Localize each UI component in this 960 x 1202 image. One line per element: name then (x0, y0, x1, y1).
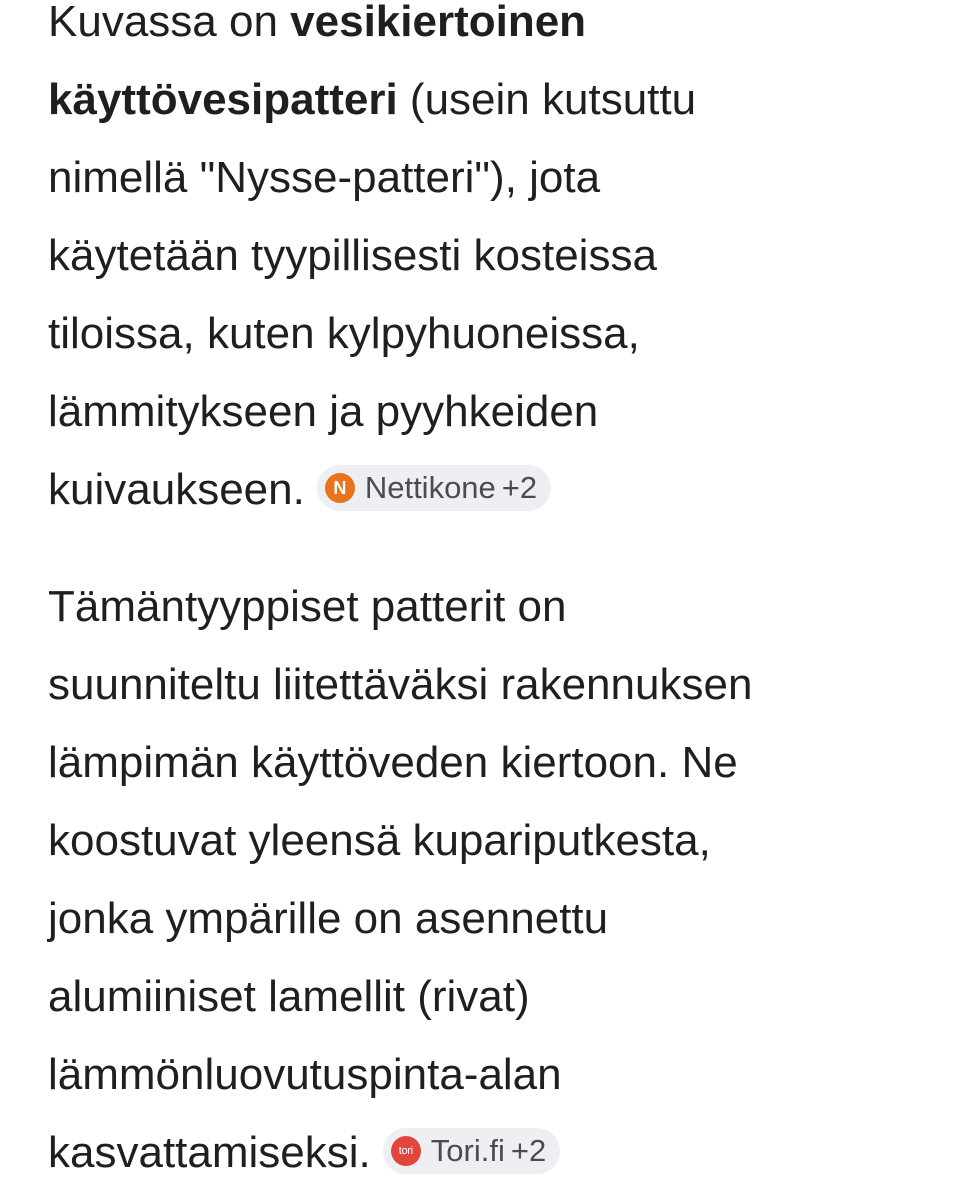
p1-line-2: käyttövesipatteri (usein kutsuttu (48, 75, 697, 124)
p2-line-8: kasvattamiseksi. tori Tori.fi +2 (48, 1114, 928, 1192)
source-chip-nettikone[interactable] (317, 465, 551, 511)
nettikone-favicon-icon: N (325, 473, 355, 503)
p2-line-2: suunniteltu liitettäväksi rakennuksen (48, 660, 753, 709)
paragraph-1 (48, 0, 928, 529)
p2-line-3: lämpimän käyttöveden kiertoon. Ne (48, 738, 738, 787)
p1-line-5: tiloissa, kuten kylpyhuoneissa, (48, 309, 640, 358)
p1-line-3: nimellä "Nysse-patteri"), jota (48, 153, 601, 202)
source-chip-label: Tori.fi (430, 1133, 505, 1169)
source-chip-label: Nettikone (364, 470, 496, 506)
bold-term-2: käyttövesipatteri (48, 75, 398, 124)
p1-line-1: Kuvassa on vesikiertoinen (48, 0, 928, 61)
bold-term-1: vesikiertoinen (290, 0, 587, 46)
p2-line-6: alumiiniset lamellit (rivat) (48, 972, 530, 1021)
p2-line-1: Tämäntyyppiset patterit on (48, 582, 567, 631)
p2-line-5: jonka ympärille on asennettu (48, 894, 609, 943)
source-chip-tori[interactable] (383, 1128, 560, 1174)
p1-line-4: käytetään tyypillisesti kosteissa (48, 231, 657, 280)
source-chip-more-count: +2 (501, 470, 538, 506)
p2-line-4: koostuvat yleensä kupariputkesta, (48, 816, 711, 865)
tori-favicon-icon: tori (391, 1136, 421, 1166)
p1-line-7: kuivaukseen. N Nettikone +2 (48, 451, 928, 529)
p2-line-7: lämmönluovutuspinta-alan (48, 1050, 562, 1099)
p1-line-6: lämmitykseen ja pyyhkeiden (48, 387, 599, 436)
source-chip-more-count: +2 (510, 1133, 547, 1169)
paragraph-2 (48, 568, 928, 1192)
